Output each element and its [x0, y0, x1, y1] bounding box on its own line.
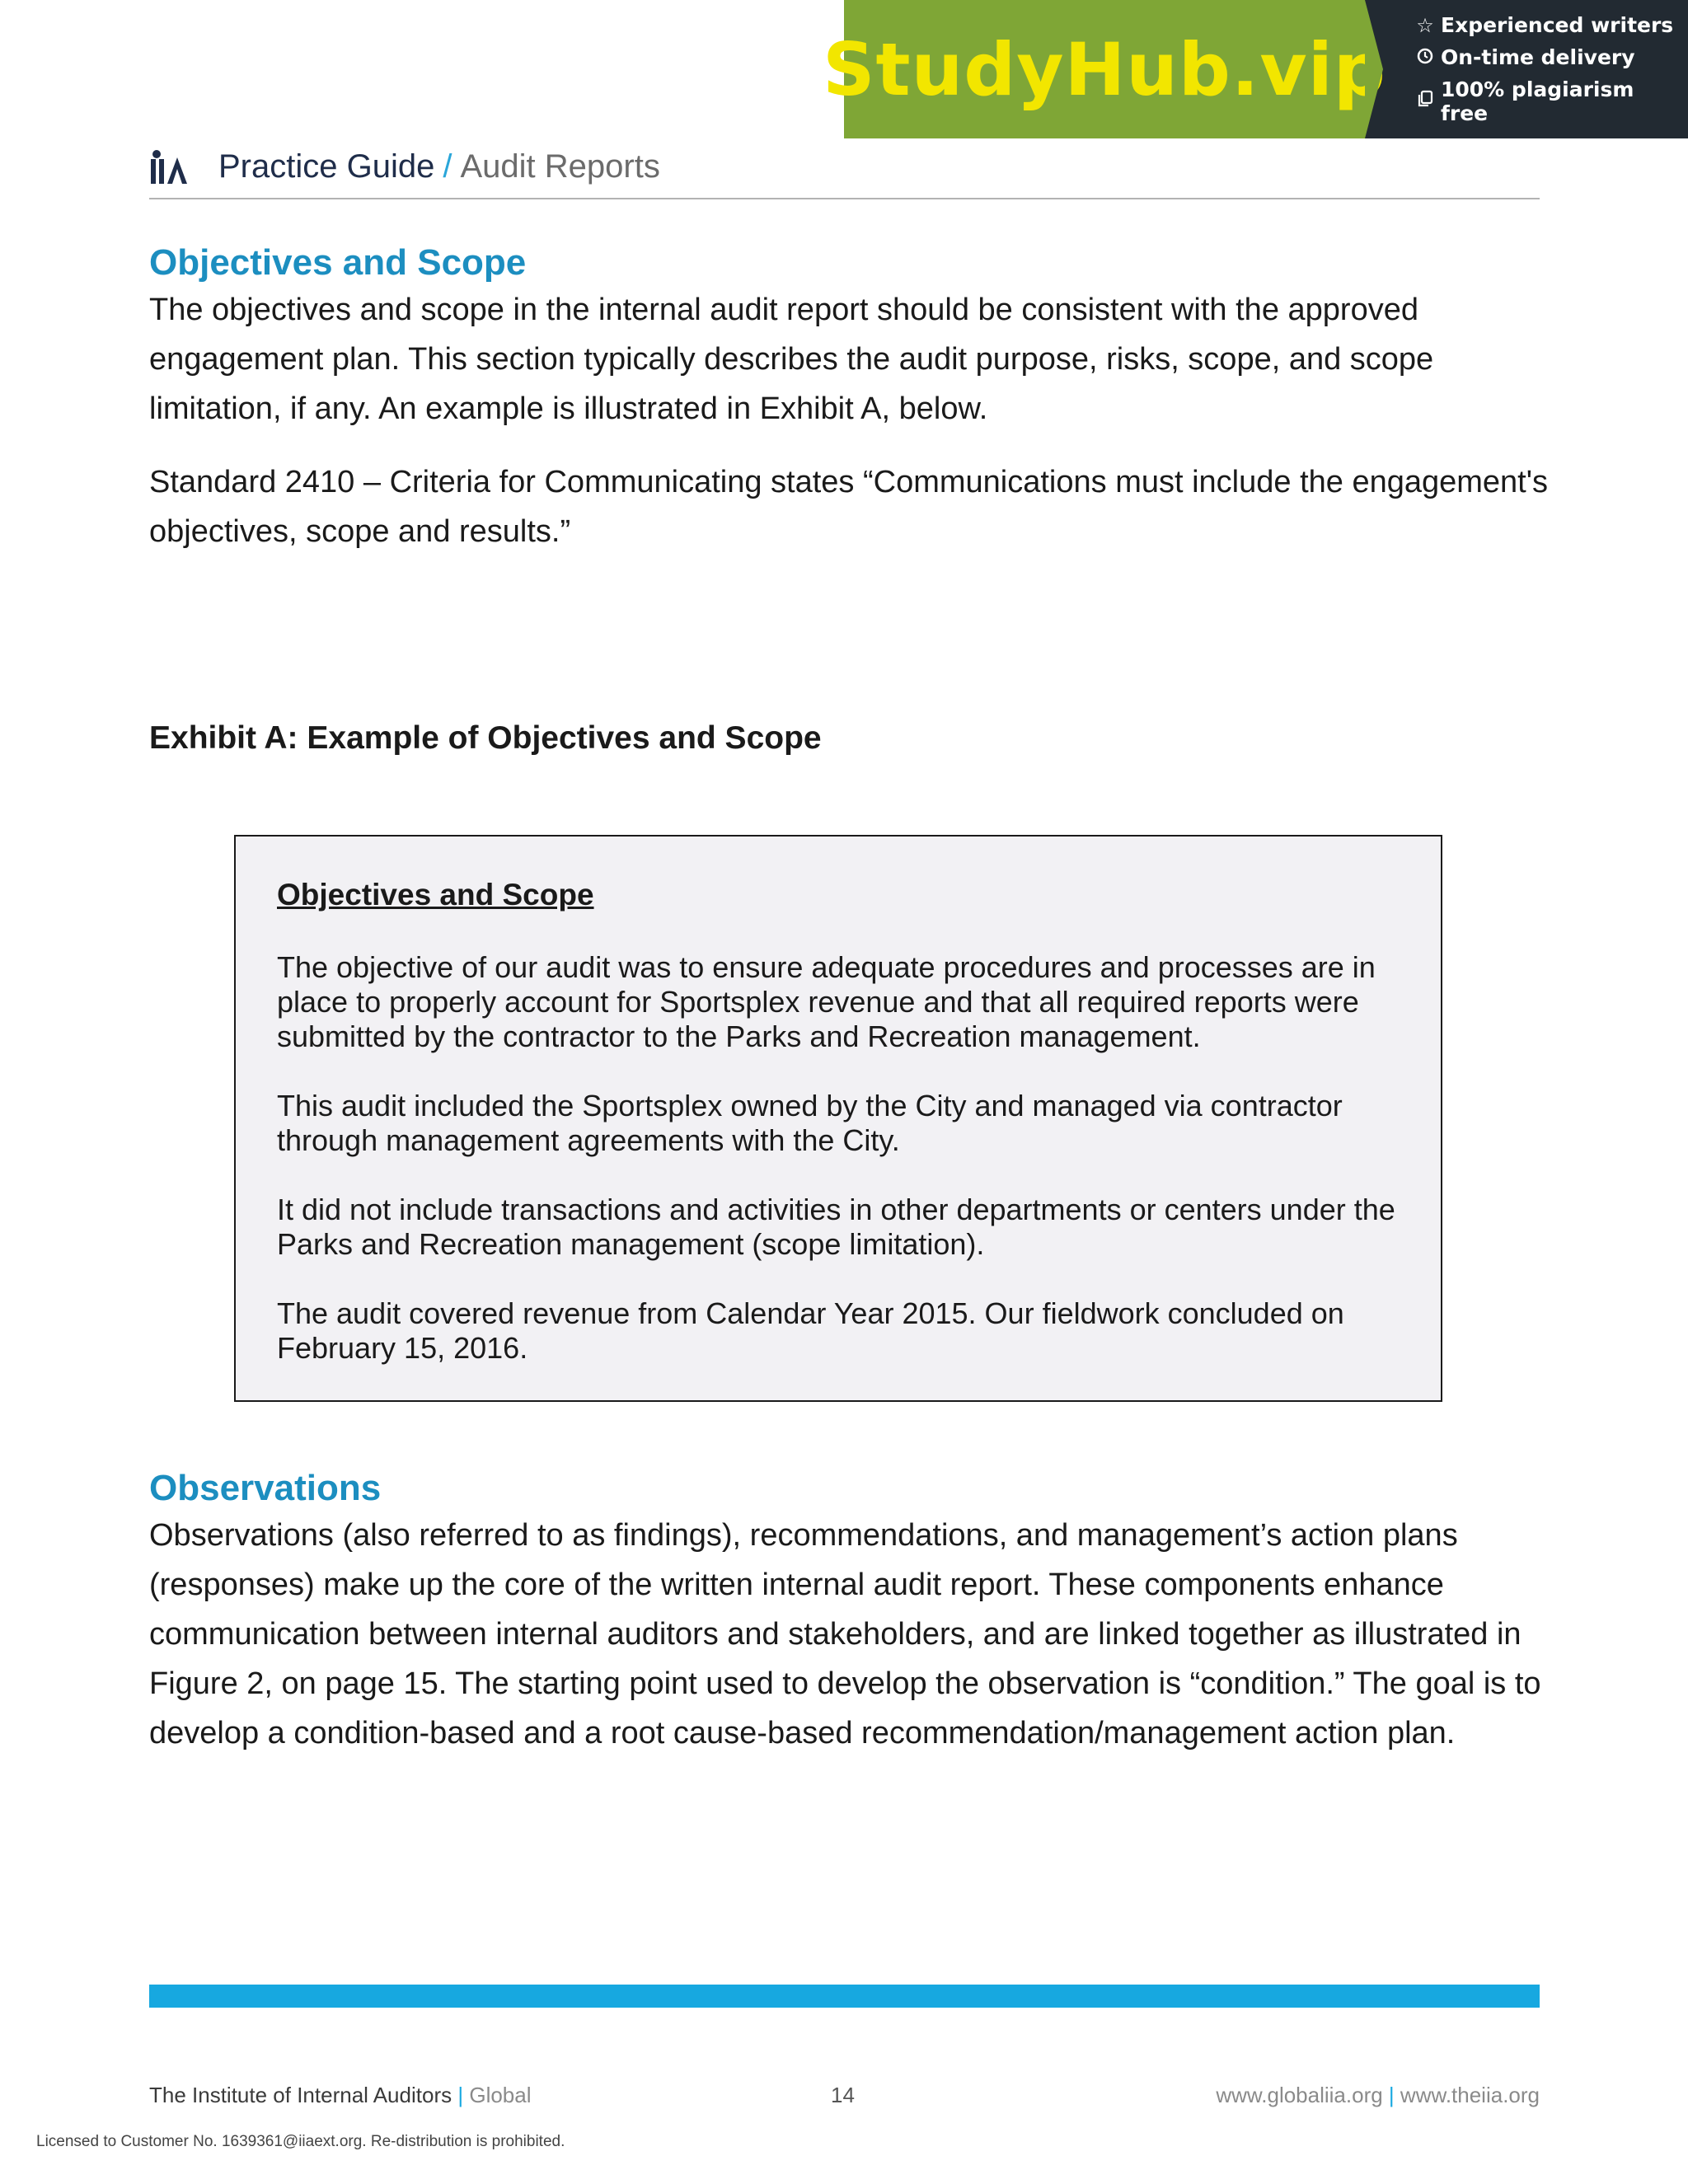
objectives-paragraph-1: The objectives and scope in the internal audit report should be consistent with the approved engagement plan. This section typically describes the audit purpose, risks, scope, and scope limitation, if any. An example is illustrated in Exhibit A, below. [149, 293, 1434, 426]
banner-feature-text: 100% plagiarism free [1440, 77, 1634, 125]
objectives-heading: Objectives and Scope [149, 242, 527, 283]
observations-section [149, 1468, 1550, 1758]
banner-feature-writers [1414, 13, 1688, 37]
exhibit-paragraph: It did not include transactions and activities in other departments or centers under the Parks and Recreation management (scope limitation). [277, 1193, 1395, 1261]
footer-organization [149, 2083, 532, 2108]
exhibit-title-wrap [149, 720, 1550, 757]
exhibit-box-heading: Objectives and Scope [277, 878, 594, 912]
banner-feature-plagiarism [1414, 77, 1688, 125]
banner-feature-text: On-time delivery [1441, 45, 1635, 69]
footer-bar [149, 1985, 1540, 2008]
exhibit-paragraph: This audit included the Sportsplex owned by the City and managed via contractor through management agreements with the City. [277, 1089, 1343, 1157]
exhibit-title: Exhibit A: Example of Objectives and Scope [149, 720, 822, 756]
objectives-section [149, 242, 1550, 556]
copy-icon [1414, 90, 1436, 113]
iia-logo-icon [149, 149, 189, 185]
page-number: 14 [831, 2083, 855, 2107]
banner-feature-text: Experienced writers [1441, 13, 1674, 37]
exhibit-paragraph: The audit covered revenue from Calendar Year 2015. Our fieldwork concluded on February 15, 2016. [277, 1296, 1344, 1365]
banner-feature-delivery [1414, 45, 1688, 69]
footer-url-theiia[interactable]: www.theiia.org [1400, 2083, 1540, 2107]
header-title: Practice Guide [218, 148, 435, 185]
star-icon: ☆ [1416, 13, 1434, 37]
banner-arrow-shape [1365, 0, 1383, 138]
footer-separator: | [1388, 2083, 1395, 2107]
header-separator: / [443, 148, 452, 185]
observations-paragraph: Observations (also referred to as findings), recommendations, and management’s action plans (responses) make up the core of the written internal audit report. These components enhance communication between internal auditors and stakeholders, and are linked together as illustrated in Figure 2, on page 15. The starting point used to develop the observation is “condition.” The goal is to develop a condition-based and a root cause-based recommendation/management action plan. [149, 1518, 1541, 1750]
footer-url-globaliia[interactable]: www.globaliia.org [1216, 2083, 1383, 2107]
footer-separator: | [457, 2083, 464, 2107]
footer-urls [1216, 2083, 1540, 2108]
banner-features [1365, 0, 1688, 138]
license-notice: Licensed to Customer No. 1639361@iiaext.org. Re-distribution is prohibited. [36, 2133, 565, 2150]
studyhub-banner[interactable] [823, 0, 1688, 138]
page-header [149, 136, 1540, 199]
objectives-paragraph-2: Standard 2410 – Criteria for Communicating states “Communications must include the engagement's objectives, scope and results.” [149, 465, 1548, 549]
exhibit-paragraph: The objective of our audit was to ensure adequate procedures and processes are in place to properly account for Sportsplex revenue and that all required reports were submitted by the contractor to the Parks and Recreation management. [277, 950, 1376, 1053]
banner-logo-area [823, 0, 1386, 138]
exhibit-box [234, 835, 1442, 1402]
footer-org-region: Global [469, 2083, 532, 2107]
header-subtitle: Audit Reports [460, 148, 660, 185]
observations-heading: Observations [149, 1468, 382, 1508]
clock-icon [1414, 46, 1436, 69]
studyhub-logo: StudyHub.vip [823, 26, 1386, 112]
footer-org-name: The Institute of Internal Auditors [149, 2083, 452, 2107]
